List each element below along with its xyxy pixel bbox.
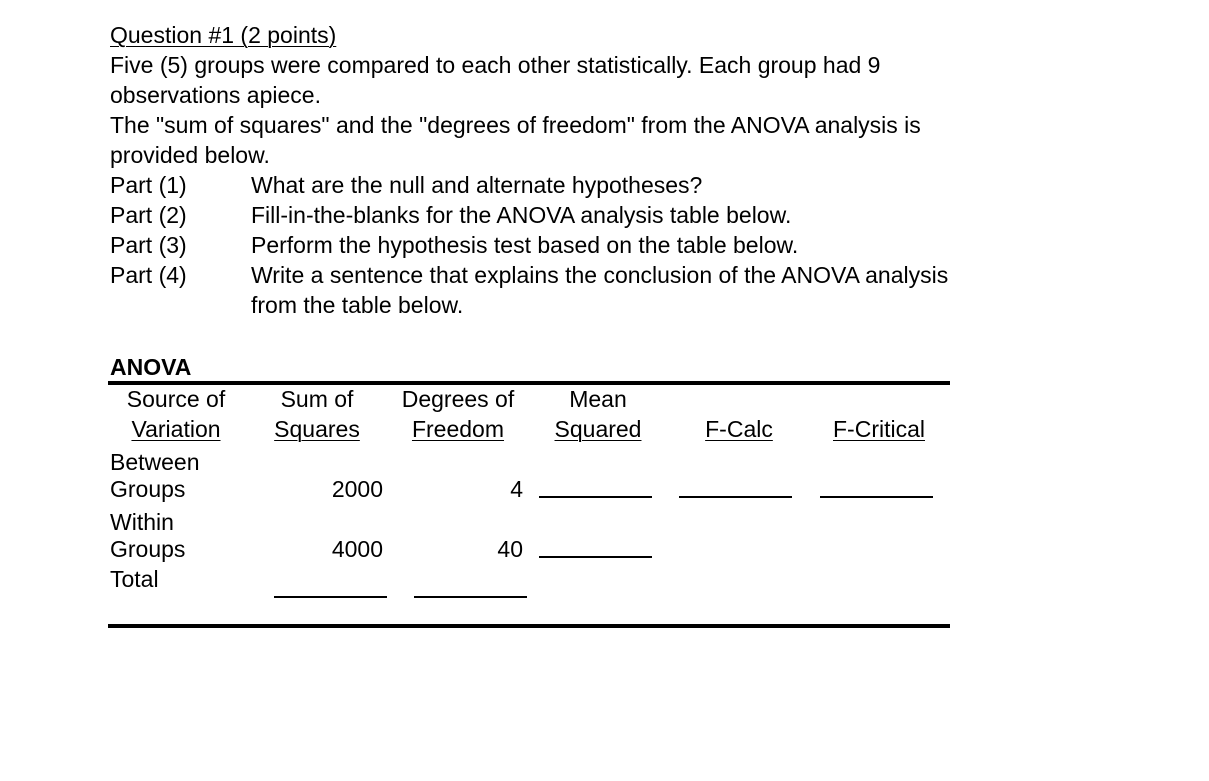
row-between-fcalc-blank[interactable] [679, 496, 792, 498]
part-2-label: Part (2) [110, 202, 187, 228]
row-total-ss-blank[interactable] [274, 596, 387, 598]
row-total-df-blank[interactable] [414, 596, 527, 598]
header-fcalc: F-Calc [705, 416, 773, 442]
part-3-text: Perform the hypothesis test based on the table below. [251, 232, 799, 258]
row-between-ss: 2000 [331, 476, 383, 502]
anova-bottom-rule [108, 624, 950, 628]
row-within-source-line2: Groups [110, 536, 186, 562]
part-2-text: Fill-in-the-blanks for the ANOVA analysis table below. [251, 202, 792, 228]
row-between-df: 4 [510, 476, 523, 502]
header-source-line1: Source of [126, 386, 226, 412]
row-between-ms-blank[interactable] [539, 496, 652, 498]
header-df-line2: Freedom [411, 416, 505, 442]
header-fcrit: F-Critical [833, 416, 925, 442]
row-within-source-line1: Within [110, 509, 174, 535]
intro-line-4: provided below. [110, 142, 270, 168]
part-3-label: Part (3) [110, 232, 187, 258]
row-total-source: Total [110, 566, 159, 592]
header-ss-line1: Sum of [280, 386, 354, 412]
part-1-text: What are the null and alternate hypotheses? [251, 172, 703, 198]
row-within-df: 40 [497, 536, 523, 562]
anova-title: ANOVA [110, 354, 192, 380]
header-ms-line1: Mean [569, 386, 627, 412]
header-df-line1: Degrees of [401, 386, 515, 412]
part-4-label: Part (4) [110, 262, 187, 288]
header-ss-line2: Squares [274, 416, 360, 442]
intro-line-3: The "sum of squares" and the "degrees of freedom" from the ANOVA analysis is [110, 112, 921, 138]
intro-line-2: observations apiece. [110, 82, 321, 108]
row-between-fcrit-blank[interactable] [820, 496, 933, 498]
row-between-source-line1: Between [110, 449, 200, 475]
part-4-text-continued: from the table below. [251, 292, 464, 318]
part-1-label: Part (1) [110, 172, 187, 198]
question-heading: Question #1 (2 points) [110, 22, 337, 48]
row-within-ss: 4000 [331, 536, 383, 562]
part-4-text: Write a sentence that explains the conclusion of the ANOVA analysis [251, 262, 949, 288]
row-between-source-line2: Groups [110, 476, 186, 502]
intro-line-1: Five (5) groups were compared to each other statistically. Each group had 9 [110, 52, 881, 78]
header-source-line2: Variation [131, 416, 221, 442]
header-ms-line2: Squared [554, 416, 642, 442]
row-within-ms-blank[interactable] [539, 556, 652, 558]
